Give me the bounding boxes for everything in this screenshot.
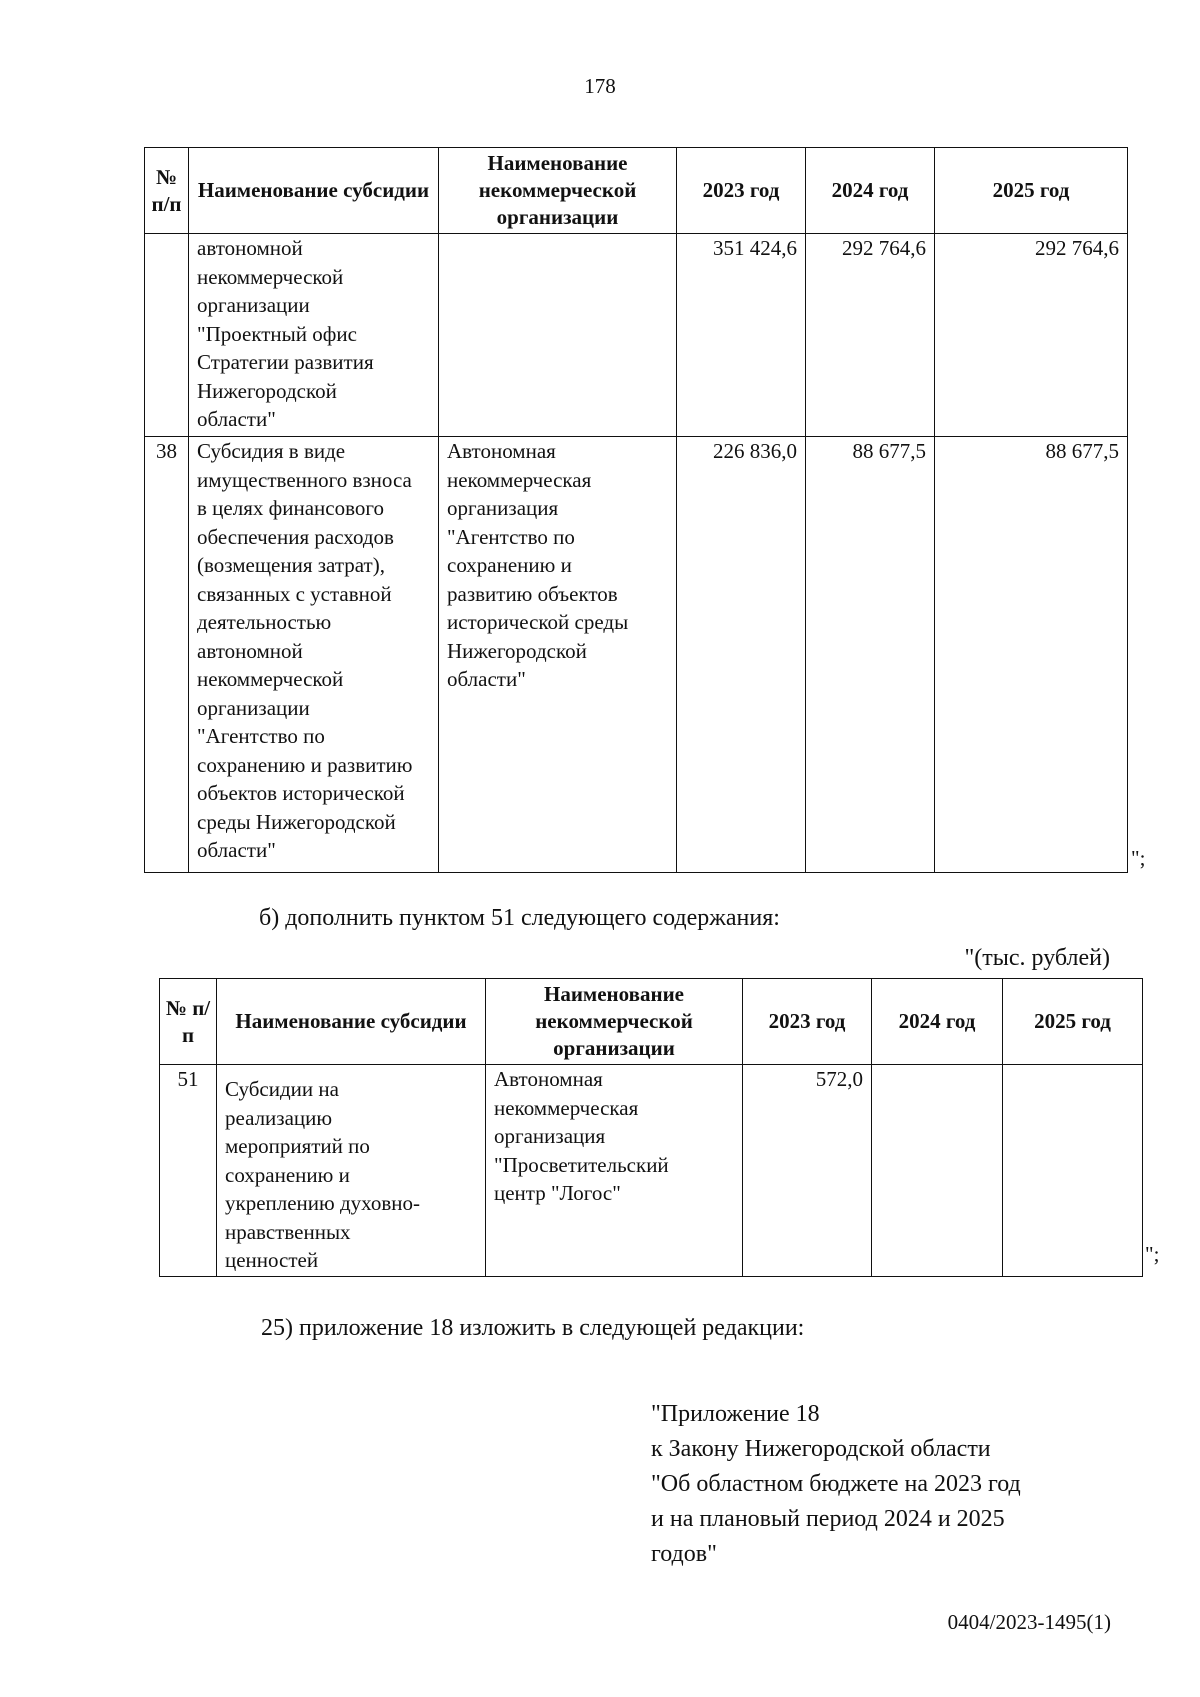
text-line: организации	[197, 695, 310, 720]
text-line: "Агентство по	[447, 524, 575, 549]
row-number	[145, 234, 189, 437]
text-line: некоммерческая	[447, 467, 592, 492]
text-line: Нижегородской	[447, 638, 587, 663]
text-line: организация	[494, 1124, 606, 1148]
header-year-2023: 2023 год	[743, 979, 872, 1065]
text-line: "Об областном бюджете на 2023 год	[651, 1471, 1021, 1497]
subsidy-table-new-item	[159, 978, 1143, 1277]
text-line: организации	[197, 293, 310, 317]
paragraph-25: 25) приложение 18 изложить в следующей редакции:	[261, 1315, 805, 1341]
amount-2024: 88 677,5	[806, 437, 935, 873]
header-subsidy-name: Наименование субсидии	[189, 148, 439, 234]
header-year-2024: 2024 год	[806, 148, 935, 234]
amount-2024: 292 764,6	[806, 234, 935, 437]
text-line: реализацию	[225, 1105, 333, 1130]
text-line: некоммерческая	[494, 1095, 639, 1120]
header-year-2025: 2025 год	[935, 148, 1128, 234]
amount-2023: 351 424,6	[677, 234, 806, 437]
text-line: Стратегии развития	[197, 350, 374, 374]
table-row	[160, 1065, 1143, 1277]
text-line: имущественного взноса	[197, 467, 412, 492]
subsidy-table-continuation	[144, 147, 1128, 873]
text-line: автономной	[197, 638, 303, 663]
text-line: деятельностью	[197, 610, 332, 634]
amount-2025: 292 764,6	[935, 234, 1128, 437]
page-number: 178	[584, 74, 616, 98]
text-line: годов"	[651, 1541, 717, 1567]
table-row	[145, 234, 1128, 437]
text-line: автономной	[197, 236, 303, 260]
text-line: некоммерческой	[197, 264, 344, 289]
appendix-heading	[651, 1397, 1021, 1572]
text-line: ценностей	[225, 1248, 319, 1272]
amount-2023: 572,0	[743, 1065, 872, 1277]
text-line: мероприятий по	[225, 1134, 370, 1158]
text-line: "Проектный офис	[197, 321, 357, 346]
text-line: объектов исторической	[197, 781, 405, 805]
header-number: № п/п	[160, 979, 217, 1065]
text-line: сохранению и	[225, 1162, 350, 1187]
amount-2023: 226 836,0	[677, 437, 806, 873]
table-header-row	[145, 148, 1128, 234]
text-line: исторической среды	[447, 610, 629, 634]
text-line: организация	[447, 496, 559, 520]
table1-closing-quote: ";	[1131, 846, 1146, 870]
organization-name-cell	[439, 234, 677, 437]
text-line: обеспечения расходов	[197, 524, 394, 549]
header-year-2025: 2025 год	[1003, 979, 1143, 1065]
header-year-2024: 2024 год	[872, 979, 1003, 1065]
text-line: нравственных	[225, 1219, 351, 1244]
subsidy-name-cell	[189, 437, 439, 873]
header-year-2023: 2023 год	[677, 148, 806, 234]
text-line: сохранению и развитию	[197, 752, 413, 777]
text-line: в целях финансового	[197, 496, 384, 520]
organization-name-cell	[439, 437, 677, 873]
subsidy-name-cell	[189, 234, 439, 437]
amount-2025	[1003, 1065, 1143, 1277]
table2-closing-quote: ";	[1145, 1242, 1160, 1266]
text-line: среды Нижегородской	[197, 809, 396, 834]
header-organization-name: Наименование некоммерческой организации	[486, 979, 743, 1065]
text-line: Нижегородской	[197, 378, 337, 403]
text-line: Автономная	[494, 1067, 603, 1091]
text-line: центр "Логос"	[494, 1181, 621, 1205]
text-line: к Закону Нижегородской области	[651, 1436, 991, 1462]
text-line: "Приложение 18	[651, 1401, 820, 1427]
units-label: "(тыс. рублей)	[964, 945, 1110, 971]
header-subsidy-name: Наименование субсидии	[217, 979, 486, 1065]
header-number: № п/п	[145, 148, 189, 234]
header-organization-name: Наименование некоммерческой организации	[439, 148, 677, 234]
text-line: Субсидия в виде	[197, 439, 346, 463]
text-line: области"	[447, 667, 526, 691]
organization-name-cell	[486, 1065, 743, 1277]
paragraph-b: б) дополнить пунктом 51 следующего содержания:	[259, 905, 780, 931]
document-code: 0404/2023-1495(1)	[947, 1610, 1111, 1634]
text-line: "Просветительский	[494, 1152, 669, 1177]
text-line: сохранению и	[447, 553, 572, 577]
text-line: области"	[197, 407, 276, 431]
text-line: некоммерческой	[197, 667, 344, 691]
text-line: "Агентство по	[197, 724, 325, 748]
text-line: Автономная	[447, 439, 556, 463]
amount-2024	[872, 1065, 1003, 1277]
text-line: Субсидии на	[225, 1077, 339, 1101]
amount-2025: 88 677,5	[935, 437, 1128, 873]
text-line: области"	[197, 838, 276, 862]
text-line: и на плановый период 2024 и 2025	[651, 1506, 1005, 1532]
table-row	[145, 437, 1128, 873]
text-line: связанных с уставной	[197, 581, 392, 606]
table-header-row	[160, 979, 1143, 1065]
text-line: (возмещения затрат),	[197, 553, 385, 577]
text-line: развитию объектов	[447, 581, 618, 606]
text-line: укреплению духовно-	[225, 1191, 421, 1215]
subsidy-name-cell	[217, 1065, 486, 1277]
row-number: 51	[160, 1065, 217, 1277]
row-number: 38	[145, 437, 189, 873]
